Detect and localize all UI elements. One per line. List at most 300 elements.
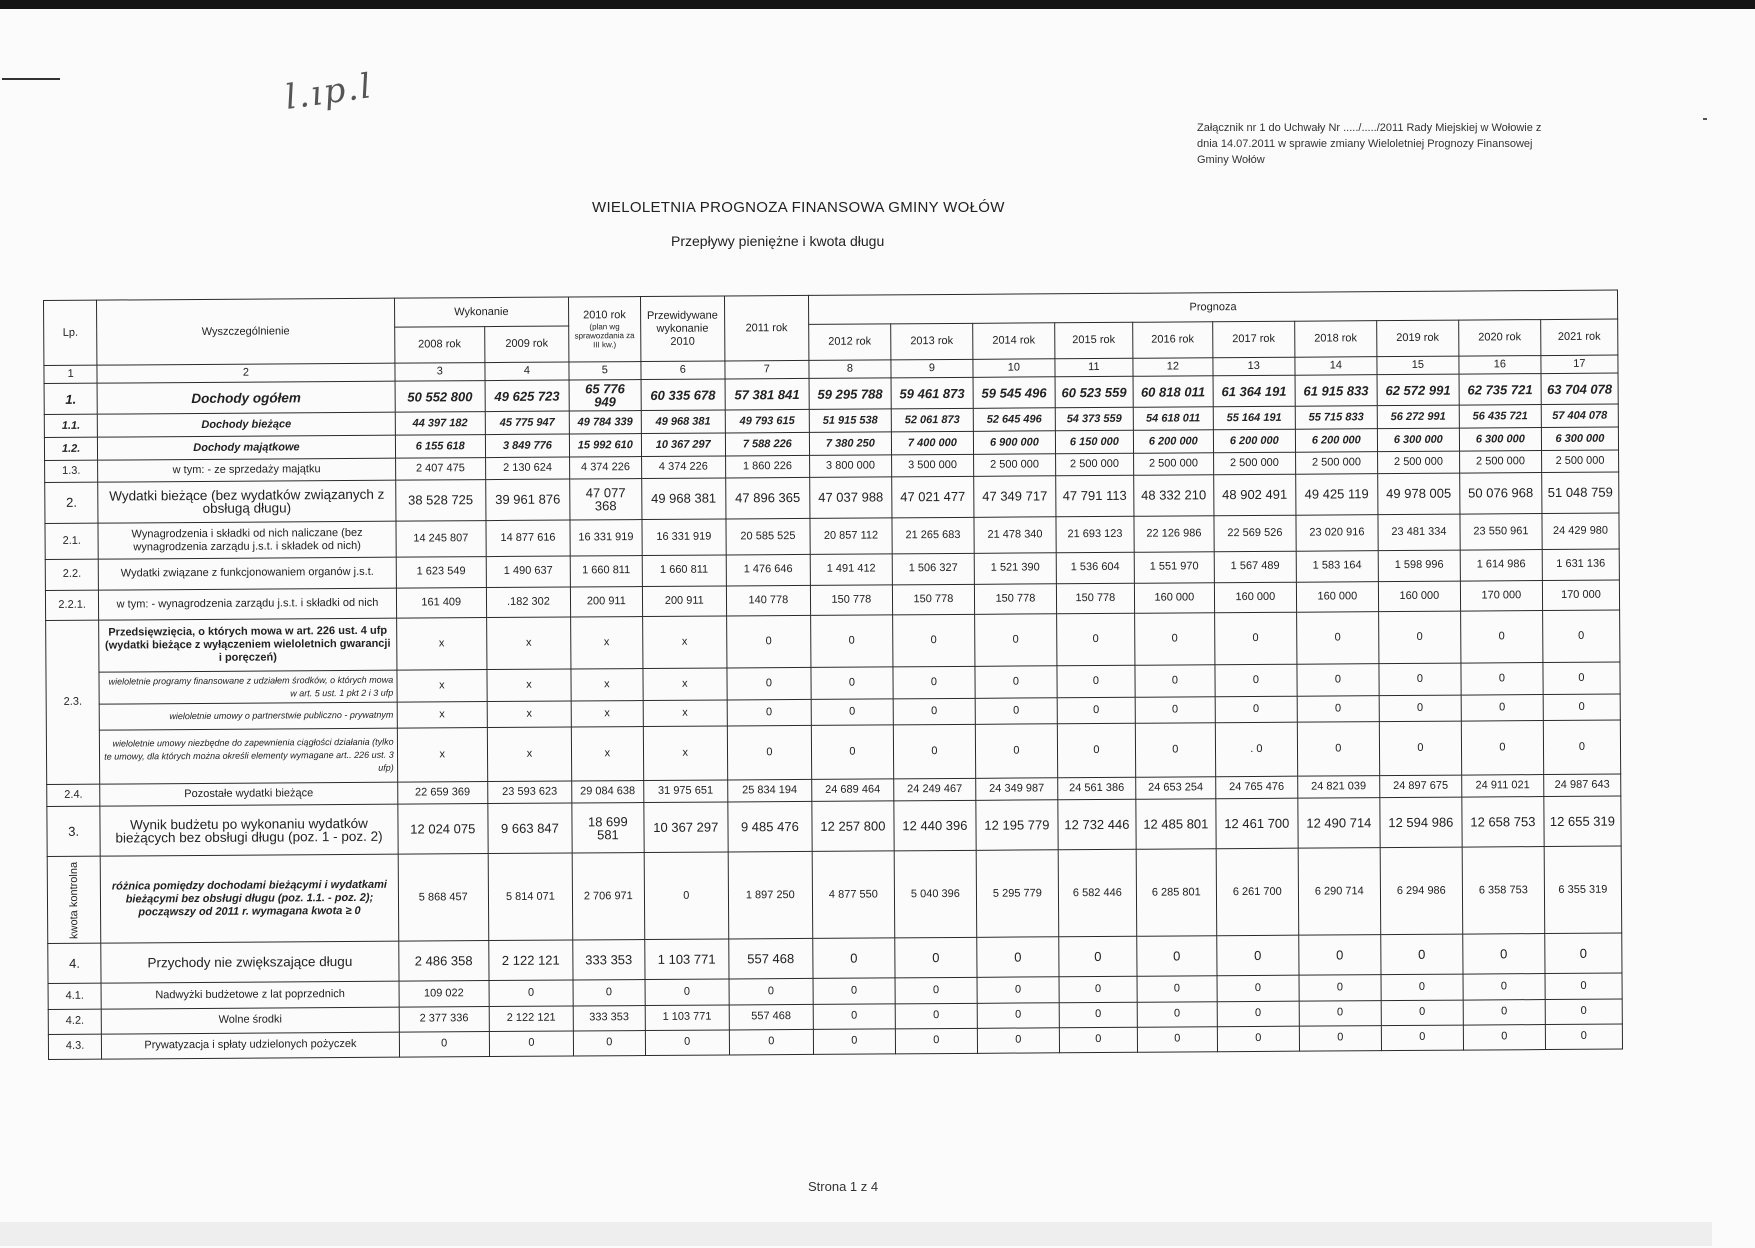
row-value: 4 374 226 [570, 457, 642, 479]
row-value: 170 000 [1460, 580, 1542, 611]
row-lp: 1.3. [45, 460, 98, 482]
row-value: 49 425 119 [1296, 473, 1378, 515]
row-value: 0 [1299, 1000, 1381, 1026]
row-value: 12 594 986 [1380, 797, 1462, 848]
column-number: 17 [1541, 355, 1618, 373]
row-value: 0 [1381, 1000, 1463, 1026]
row-value: 49 978 005 [1378, 473, 1460, 515]
row-value: 0 [1299, 974, 1381, 1001]
row-value: 4 374 226 [641, 456, 725, 478]
row-value: 24 429 980 [1542, 513, 1619, 549]
row-value: 2 500 000 [1055, 453, 1133, 475]
row-value: 24 765 476 [1216, 777, 1298, 799]
row-value: 0 [1137, 975, 1217, 1002]
row-value: 48 902 491 [1214, 474, 1296, 516]
row-value: 56 272 991 [1377, 405, 1459, 428]
row-value: 0 [895, 938, 977, 978]
row-value: 12 490 714 [1298, 798, 1380, 849]
row-value: 6 290 714 [1298, 848, 1381, 936]
row-description: Prywatyzacja i spłaty udzielonych pożyczek [102, 1032, 400, 1059]
row-value: x [571, 669, 643, 701]
document-subtitle: Przepływy pieniężne i kwota długu [671, 233, 885, 249]
row-value: 10 367 297 [644, 802, 728, 853]
row-value: 10 367 297 [641, 433, 725, 456]
head-2009: 2009 rok [485, 326, 569, 362]
row-value: 0 [813, 938, 895, 978]
row-value: 2 122 121 [489, 940, 573, 980]
row-value: 0 [813, 1004, 895, 1030]
scan-dot [1703, 118, 1707, 120]
row-value: x [487, 727, 571, 782]
row-value: 60 818 011 [1133, 375, 1213, 407]
row-value: 5 040 396 [894, 851, 977, 939]
row-value: 0 [1057, 666, 1135, 698]
row-value: 6 582 446 [1058, 850, 1136, 938]
row-value: 12 257 800 [812, 801, 894, 852]
row-value: 557 468 [729, 939, 813, 979]
row-value: 2 500 000 [1133, 453, 1213, 475]
row-value: 50 076 968 [1460, 472, 1542, 514]
row-value: 6 900 000 [973, 431, 1055, 454]
row-value: 7 400 000 [891, 432, 973, 455]
row-value: 23 020 916 [1296, 515, 1378, 551]
row-lp: 2. [45, 482, 99, 524]
head-forecast-year: 2015 rok [1055, 323, 1133, 359]
row-value: 0 [1137, 936, 1217, 976]
row-value: 22 659 369 [397, 782, 487, 804]
row-description: Pozostałe wydatki bieżące [100, 783, 397, 807]
row-value: 47 021 477 [892, 476, 974, 518]
row-value: 6 261 700 [1216, 848, 1299, 936]
row-value: 12 658 753 [1462, 797, 1544, 848]
column-number: 11 [1055, 359, 1133, 377]
annex-note [1197, 120, 1617, 168]
head-wykonanie: Wykonanie [394, 297, 569, 328]
row-value: 6 355 319 [1544, 846, 1622, 934]
row-value: x [397, 728, 488, 783]
row-description: wieloletnie umowy niezbędne do zapewnienia ciągłości działania (tylko te umowy, dla których można określi elementy wymagane art.. 226 ust. 3 ufp) [100, 728, 398, 784]
column-number: 5 [569, 362, 641, 380]
row-value: x [643, 726, 727, 781]
row-value: 0 [1463, 934, 1545, 974]
row-value: 0 [977, 976, 1059, 1003]
row-value: 333 353 [573, 1005, 645, 1031]
column-number: 6 [641, 361, 725, 379]
row-value: 2 500 000 [1459, 451, 1541, 473]
row-value: 0 [1543, 662, 1620, 694]
row-value: 6 300 000 [1541, 427, 1618, 450]
row-description: Wolne środki [102, 1007, 400, 1034]
row-value: 200 911 [570, 586, 642, 617]
row-value: 0 [727, 668, 811, 700]
table-row [47, 846, 1622, 944]
row-value: 0 [893, 614, 975, 667]
row-value: 6 200 000 [1133, 430, 1213, 453]
row-value: 62 735 721 [1459, 373, 1541, 405]
row-value: 24 689 464 [812, 779, 894, 801]
row-value: 18 699 581 [572, 803, 644, 854]
column-number: 4 [485, 362, 569, 380]
row-description: Dochody ogółem [97, 381, 395, 415]
row-value: 49 968 381 [641, 478, 725, 520]
row-value: 1 521 390 [974, 553, 1056, 584]
document-title: WIELOLETNIA PROGNOZA FINANSOWA GMINY WOŁÓW [592, 199, 1005, 216]
row-value: 0 [1463, 973, 1545, 1000]
row-value: 140 778 [726, 585, 810, 616]
row-value: 0 [1381, 935, 1463, 975]
row-value: 0 [1217, 1026, 1299, 1052]
row-value: 49 625 723 [485, 380, 569, 412]
row-value: 150 778 [810, 584, 892, 615]
row-value: 0 [1137, 1027, 1217, 1053]
row-value: 0 [1296, 612, 1378, 665]
row-lp: 2.1. [45, 523, 99, 559]
row-value: 24 349 987 [976, 778, 1058, 800]
row-value: x [487, 669, 571, 701]
row-value: 51 915 538 [809, 409, 891, 432]
column-number: 3 [395, 363, 485, 381]
row-value: 0 [1057, 723, 1135, 778]
row-value: 6 200 000 [1295, 429, 1377, 452]
row-value: 6 155 618 [395, 435, 485, 458]
row-value: 0 [1299, 1025, 1381, 1051]
column-number: 14 [1295, 357, 1377, 375]
row-value: 2 122 121 [489, 1006, 573, 1032]
row-value: 51 048 759 [1542, 472, 1619, 514]
head-2011: 2011 rok [724, 295, 809, 361]
row-value: 59 545 496 [973, 377, 1055, 409]
row-value: 57 404 078 [1541, 404, 1618, 427]
head-forecast-year: 2021 rok [1541, 319, 1618, 355]
row-value: 0 [399, 1031, 489, 1057]
head-2010 [568, 297, 640, 363]
row-value: 9 663 847 [488, 803, 572, 854]
row-description: Dochody majątkowe [98, 435, 395, 460]
row-value: 1 551 970 [1134, 552, 1214, 583]
row-value: 1 476 646 [726, 555, 810, 586]
row-value: 44 397 182 [395, 412, 485, 435]
row-value: 0 [1059, 1002, 1137, 1028]
column-number: 16 [1459, 356, 1541, 374]
row-value: 6 300 000 [1377, 428, 1459, 451]
row-value: 0 [977, 1028, 1059, 1054]
column-number: 12 [1133, 358, 1213, 376]
row-value: 0 [1461, 694, 1543, 721]
row-value: 0 [975, 614, 1057, 667]
row-value: 55 715 833 [1295, 406, 1377, 429]
row-value: 23 593 623 [488, 781, 572, 803]
row-description: Wydatki bieżące (bez wydatków związanych z obsługą długu) [98, 480, 396, 523]
row-value: 6 294 986 [1380, 847, 1463, 935]
row-value: 45 775 947 [485, 411, 569, 434]
row-value: 52 645 496 [973, 408, 1055, 431]
row-value: 59 461 873 [891, 377, 973, 409]
row-description: Nadwyżki budżetowe z lat poprzednich [101, 981, 399, 1009]
row-value: 2 500 000 [1213, 452, 1295, 474]
row-lp: 1. [44, 383, 98, 415]
row-value: x [571, 617, 643, 670]
row-value: 0 [1543, 720, 1620, 775]
row-value: 1 860 226 [725, 455, 809, 477]
row-value: 557 468 [729, 1004, 813, 1030]
row-lp: kwota kontrolna [47, 856, 101, 944]
row-value: 49 793 615 [725, 410, 809, 433]
row-value: x [571, 700, 643, 727]
row-value: 0 [1135, 723, 1215, 778]
row-value: 109 022 [399, 980, 489, 1007]
row-value: 2 130 624 [485, 457, 569, 479]
row-value: x [396, 618, 487, 671]
row-value: 200 911 [642, 586, 726, 617]
row-value: 49 784 339 [569, 411, 641, 434]
annex-line-2: dnia 14.07.2011 w sprawie zmiany Wieloletniej Prognozy Finansowej [1197, 138, 1533, 150]
head-forecast-year: 2014 rok [973, 323, 1055, 359]
row-value: 61 915 833 [1295, 374, 1377, 406]
head-forecast-year: 2012 rok [809, 324, 891, 360]
row-description: Przychody nie zwiększające długu [101, 942, 399, 983]
row-value: 12 024 075 [398, 804, 489, 855]
row-value: 31 975 651 [643, 780, 727, 802]
row-value: 0 [1297, 664, 1379, 696]
row-description: różnica pomiędzy dochodami bieżącymi i wydatkami bieżącymi bez obsługi długu (poz. 1.1. - poz. 2); począwszy od 2011 r. wymagana kwota ≥ 0 [101, 854, 399, 943]
row-lp: 4. [48, 944, 102, 984]
row-value: 0 [895, 1003, 977, 1029]
row-value: 3 800 000 [809, 455, 891, 477]
row-description: wieloletnie programy finansowane z udziałem środków, o których mowa w art. 5 ust. 1 pkt 2 i 3 ufp [99, 670, 397, 704]
row-value: 0 [1215, 665, 1297, 697]
row-value: 52 061 873 [891, 409, 973, 432]
row-value: 0 [1134, 613, 1214, 666]
row-value: 59 295 788 [809, 378, 891, 410]
row-value: 15 992 610 [569, 434, 641, 457]
row-value: 62 572 991 [1377, 374, 1459, 406]
row-value: 47 791 113 [1056, 475, 1134, 517]
row-value: .182 302 [486, 587, 570, 618]
row-value: 1 490 637 [486, 556, 570, 587]
row-value: 150 778 [974, 583, 1056, 614]
forecast-table [43, 290, 1623, 1060]
head-lp: Lp. [44, 300, 98, 366]
row-value: 0 [573, 979, 645, 1006]
row-value: 0 [1217, 936, 1299, 976]
row-value: 23 550 961 [1460, 514, 1542, 550]
row-value: 0 [975, 666, 1057, 698]
row-value: 63 704 078 [1541, 373, 1618, 405]
page-number: Strona 1 z 4 [808, 1179, 879, 1194]
column-number: 13 [1213, 358, 1295, 376]
row-value: x [486, 617, 570, 670]
row-lp: 2.2.1. [45, 590, 99, 621]
row-value: 25 834 194 [728, 780, 812, 802]
row-description: Wynagrodzenia i składki od nich naliczane (bez wynagrodzenia zarządu j.s.t. i składek od nich) [98, 521, 396, 559]
row-value: 0 [1215, 696, 1297, 723]
row-value: 3 500 000 [891, 454, 973, 476]
row-value: 0 [1381, 974, 1463, 1001]
row-value: 0 [1059, 937, 1137, 977]
row-value: 0 [811, 725, 893, 780]
row-lp: 2.2. [45, 559, 99, 590]
row-value: 20 585 525 [726, 519, 810, 555]
row-lp: 4.2. [48, 1009, 101, 1034]
row-value: 0 [729, 1029, 813, 1055]
row-lp: 2.4. [47, 785, 100, 807]
row-value: x [643, 668, 727, 700]
row-value: 9 485 476 [728, 802, 812, 853]
row-value: 47 077 368 [570, 478, 642, 520]
row-value: 24 653 254 [1136, 777, 1216, 799]
row-value: 24 821 039 [1298, 776, 1380, 798]
row-value: 6 300 000 [1459, 428, 1541, 451]
head-2010-sub: (plan wg sprawozdania za III kw.) [574, 322, 635, 350]
row-value: 1 536 604 [1056, 552, 1134, 583]
row-value: 24 249 467 [894, 779, 976, 801]
row-value: 1 660 811 [642, 555, 726, 586]
row-value: 7 380 250 [809, 432, 891, 455]
head-forecast-year: 2018 rok [1295, 321, 1377, 357]
row-value: 1 491 412 [810, 554, 892, 585]
row-value: 0 [727, 725, 811, 780]
row-description: Przedsięwzięcia, o których mowa w art. 226 ust. 4 ufp (wydatki bieżące z wyłączeniem wieloletnich gwarancji i poręczeń) [99, 618, 397, 672]
row-value: 55 164 191 [1213, 407, 1295, 430]
row-value: 0 [1057, 613, 1135, 666]
row-lp: 2.3. [46, 620, 100, 785]
column-number: 7 [725, 361, 809, 379]
column-number: 1 [44, 365, 97, 383]
annex-line-1: Załącznik nr 1 do Uchwały Nr ...../...../2011 Rady Miejskiej w Wołowie z [1197, 122, 1542, 134]
row-value: 0 [1545, 933, 1622, 973]
row-value: 0 [489, 980, 573, 1007]
row-value: 47 037 988 [810, 477, 892, 519]
row-value: 0 [489, 1031, 573, 1057]
row-value: 0 [975, 698, 1057, 725]
row-value: 54 373 559 [1055, 408, 1133, 431]
row-lp: 3. [47, 806, 101, 856]
row-description: w tym: - wynagrodzenia zarządu j.s.t. i składki od nich [99, 588, 397, 620]
row-value: 16 331 919 [642, 519, 726, 555]
row-value: 56 435 721 [1459, 405, 1541, 428]
row-value: 12 655 319 [1544, 796, 1621, 847]
head-desc: Wyszczególnienie [97, 298, 395, 365]
row-value: 150 778 [892, 584, 974, 615]
row-value: 12 440 396 [894, 801, 976, 852]
row-value: 0 [726, 615, 810, 668]
row-value: 0 [1379, 721, 1461, 776]
row-value: 161 409 [396, 587, 486, 618]
row-value: 0 [1381, 1025, 1463, 1051]
row-value: 0 [1297, 696, 1379, 723]
row-value: 12 195 779 [976, 800, 1058, 851]
row-value: 0 [813, 1029, 895, 1055]
row-value: 0 [1379, 695, 1461, 722]
head-forecast-year: 2013 rok [891, 324, 973, 360]
head-forecast-year: 2016 rok [1133, 322, 1213, 358]
row-value: 24 561 386 [1058, 778, 1136, 800]
row-value: 12 732 446 [1058, 799, 1136, 850]
row-value: 24 987 643 [1544, 775, 1621, 797]
row-value: 50 552 800 [395, 380, 485, 412]
row-value: 1 660 811 [570, 556, 642, 587]
row-value: 1 897 250 [728, 852, 813, 940]
column-number: 8 [809, 360, 891, 378]
row-value: 16 331 919 [570, 520, 642, 556]
row-value: 0 [1545, 973, 1622, 1000]
row-value: 24 897 675 [1380, 776, 1462, 798]
row-value: 0 [1297, 722, 1379, 777]
row-value: 0 [895, 977, 977, 1004]
row-lp: 4.3. [48, 1034, 101, 1060]
row-value: 170 000 [1542, 580, 1619, 611]
row-value: 2 377 336 [399, 1006, 489, 1032]
column-number: 2 [97, 363, 394, 382]
row-value: 0 [1461, 663, 1543, 695]
row-lp: 1.1. [44, 414, 97, 437]
row-value: 0 [977, 937, 1059, 977]
row-value: 0 [975, 724, 1057, 779]
head-prognoza: Prognoza [808, 290, 1617, 325]
row-value: x [397, 670, 487, 702]
row-description: Wynik budżetu po wykonaniu wydatków bieżących bez obsługi długu (poz. 1 - poz. 2) [100, 804, 398, 856]
row-value: 5 814 071 [488, 853, 573, 941]
row-value: 0 [893, 724, 975, 779]
row-value: 0 [1217, 975, 1299, 1002]
row-lp: 1.2. [44, 437, 97, 460]
row-value: 7 588 226 [725, 433, 809, 456]
row-value: 1 103 771 [644, 939, 728, 979]
row-value: x [643, 700, 727, 727]
scan-left-mark [2, 78, 60, 80]
row-value: 0 [1542, 610, 1619, 663]
row-value: 2 407 475 [395, 458, 485, 480]
row-value: 29 084 638 [572, 781, 644, 803]
row-value: 2 500 000 [1377, 451, 1459, 473]
row-value: 0 [1461, 721, 1543, 776]
head-przewidywane: Przewidywane wykonanie 2010 [640, 296, 725, 362]
row-value: 0 [977, 1003, 1059, 1029]
row-value: 0 [1137, 1001, 1217, 1027]
row-value: 22 569 526 [1214, 515, 1296, 551]
row-value: 4 877 550 [812, 851, 895, 939]
row-value: 47 896 365 [726, 477, 810, 519]
row-value: 1 623 549 [396, 557, 486, 588]
row-value: 20 857 112 [810, 518, 892, 554]
row-value: 160 000 [1134, 582, 1214, 613]
row-value: 0 [1543, 694, 1620, 721]
row-value: 0 [573, 1030, 645, 1056]
row-description: Dochody bieżące [98, 412, 395, 437]
row-value: 2 500 000 [1295, 452, 1377, 474]
row-value: 0 [811, 667, 893, 699]
row-value: 61 364 191 [1213, 375, 1295, 407]
row-value: 1 614 986 [1460, 550, 1542, 581]
row-value: 0 [1217, 1001, 1299, 1027]
row-value: 1 567 489 [1214, 551, 1296, 582]
row-value: 2 500 000 [1541, 450, 1618, 472]
row-value: 0 [645, 1030, 729, 1056]
row-value: 0 [1545, 999, 1622, 1025]
row-value: . 0 [1215, 722, 1297, 777]
row-value: 21 265 683 [892, 518, 974, 554]
row-value: 23 481 334 [1378, 514, 1460, 550]
row-value: 0 [1299, 935, 1381, 975]
row-description: Wydatki związane z funkcjonowaniem organów j.s.t. [99, 557, 397, 589]
row-value: 1 598 996 [1378, 550, 1460, 581]
row-value: 5 868 457 [398, 854, 489, 942]
row-value: 0 [645, 979, 729, 1006]
row-value: 2 706 971 [572, 853, 644, 941]
row-value: 6 358 753 [1462, 847, 1545, 935]
row-value: 0 [1059, 976, 1137, 1003]
row-value: 0 [1059, 1027, 1137, 1053]
